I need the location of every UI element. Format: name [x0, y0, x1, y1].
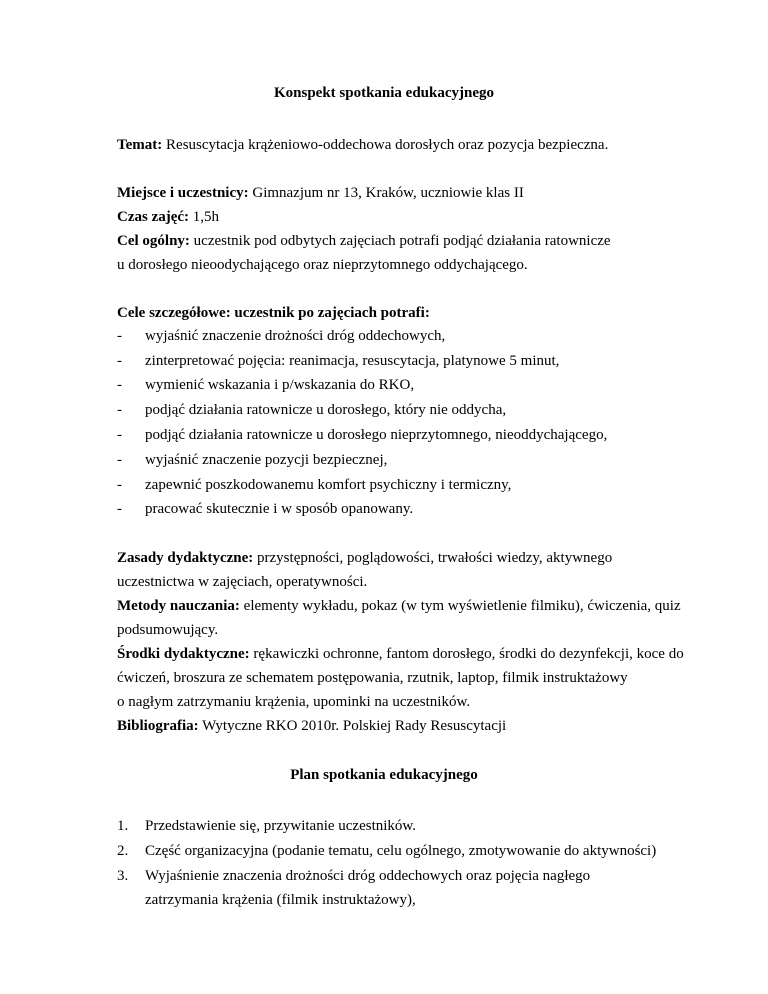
- czas-value: 1,5h: [189, 209, 220, 225]
- plan-title: Plan spotkania edukacyjnego: [290, 767, 478, 783]
- bibliografia-line: [117, 717, 506, 735]
- temat-line: [117, 136, 608, 154]
- cel-label: Cel ogólny:: [117, 233, 190, 249]
- bullet-dash: -: [117, 402, 122, 418]
- zasady-value-1: przystępności, poglądowości, trwałości wiedzy, aktywnego: [253, 550, 613, 566]
- metody-label: Metody nauczania:: [117, 598, 240, 614]
- srodki-value-3: o nagłym zatrzymaniu krążenia, upominki na uczestników.: [117, 694, 471, 710]
- cel-value-2: u dorosłego nieoodychającego oraz nieprzytomnego oddychającego.: [117, 257, 528, 273]
- bullet-dash: -: [117, 328, 122, 344]
- srodki-line-2: [117, 669, 628, 687]
- temat-value: Resuscytacja krążeniowo-oddechowa dorosłych oraz pozycja bezpieczna.: [162, 137, 609, 153]
- list-item: zapewnić poszkodowanemu komfort psychiczny i termiczny,: [145, 477, 512, 493]
- miejsce-label: Miejsce i uczestnicy:: [117, 185, 249, 201]
- metody-line-2: [117, 621, 218, 639]
- plan-item-number: 1.: [117, 818, 129, 834]
- srodki-label: Środki dydaktyczne:: [117, 646, 250, 662]
- metody-value-2: podsumowujący.: [117, 622, 219, 638]
- miejsce-line: [117, 184, 524, 202]
- list-item: wyjaśnić znaczenie drożności dróg oddechowych,: [145, 328, 446, 344]
- bullet-dash: -: [117, 353, 122, 369]
- cel-line-2: [117, 256, 528, 274]
- plan-item-continuation: zatrzymania krążenia (filmik instruktażowy),: [145, 892, 416, 908]
- plan-item-number: 3.: [117, 868, 129, 884]
- srodki-value-2: ćwiczeń, broszura ze schematem postępowania, rzutnik, laptop, filmik instruktażowy: [117, 670, 628, 686]
- cel-line-1: [117, 232, 611, 250]
- metody-line-1: [117, 597, 681, 615]
- bullet-dash: -: [117, 477, 122, 493]
- list-item: zinterpretować pojęcia: reanimacja, resuscytacja, platynowe 5 minut,: [145, 353, 560, 369]
- list-item: pracować skutecznie i w sposób opanowany.: [145, 501, 414, 517]
- bibliografia-value: Wytyczne RKO 2010r. Polskiej Rady Resuscytacji: [198, 718, 507, 734]
- plan-item-number: 2.: [117, 843, 129, 859]
- zasady-value-2: uczestnictwa w zajęciach, operatywności.: [117, 574, 368, 590]
- zasady-line-1: [117, 549, 612, 567]
- bullet-dash: -: [117, 377, 122, 393]
- plan-item: Wyjaśnienie znaczenia drożności dróg oddechowych oraz pojęcia nagłego: [145, 868, 591, 884]
- list-item: wymienić wskazania i p/wskazania do RKO,: [145, 377, 415, 393]
- bullet-dash: -: [117, 501, 122, 517]
- metody-value-1: elementy wykładu, pokaz (w tym wyświetlenie filmiku), ćwiczenia, quiz: [239, 598, 681, 614]
- czas-line: [117, 208, 219, 226]
- list-item: podjąć działania ratownicze u dorosłego nieprzytomnego, nieoddychającego,: [145, 427, 608, 443]
- temat-label: Temat:: [117, 137, 163, 153]
- srodki-value-1: rękawiczki ochronne, fantom dorosłego, środki do dezynfekcji, koce do: [249, 646, 684, 662]
- bibliografia-label: Bibliografia:: [117, 718, 199, 734]
- plan-item: Część organizacyjna (podanie tematu, celu ogólnego, zmotywowanie do aktywności): [145, 843, 657, 859]
- zasady-line-2: [117, 573, 367, 591]
- bullet-dash: -: [117, 427, 122, 443]
- srodki-line-1: [117, 645, 684, 663]
- czas-label: Czas zajęć:: [117, 209, 190, 225]
- srodki-line-3: [117, 693, 470, 711]
- list-item: podjąć działania ratownicze u dorosłego, który nie oddycha,: [145, 402, 507, 418]
- cele-szczegolowe-heading: Cele szczegółowe: uczestnik po zajęciach potrafi:: [117, 305, 430, 321]
- list-item: wyjaśnić znaczenie pozycji bezpiecznej,: [145, 452, 388, 468]
- plan-item: Przedstawienie się, przywitanie uczestników.: [145, 818, 417, 834]
- document-title: Konspekt spotkania edukacyjnego: [273, 85, 495, 101]
- bullet-dash: -: [117, 452, 122, 468]
- cel-value-1: uczestnik pod odbytych zajęciach potrafi podjąć działania ratownicze: [189, 233, 611, 249]
- miejsce-value: Gimnazjum nr 13, Kraków, uczniowie klas II: [248, 185, 524, 201]
- zasady-label: Zasady dydaktyczne:: [117, 550, 254, 566]
